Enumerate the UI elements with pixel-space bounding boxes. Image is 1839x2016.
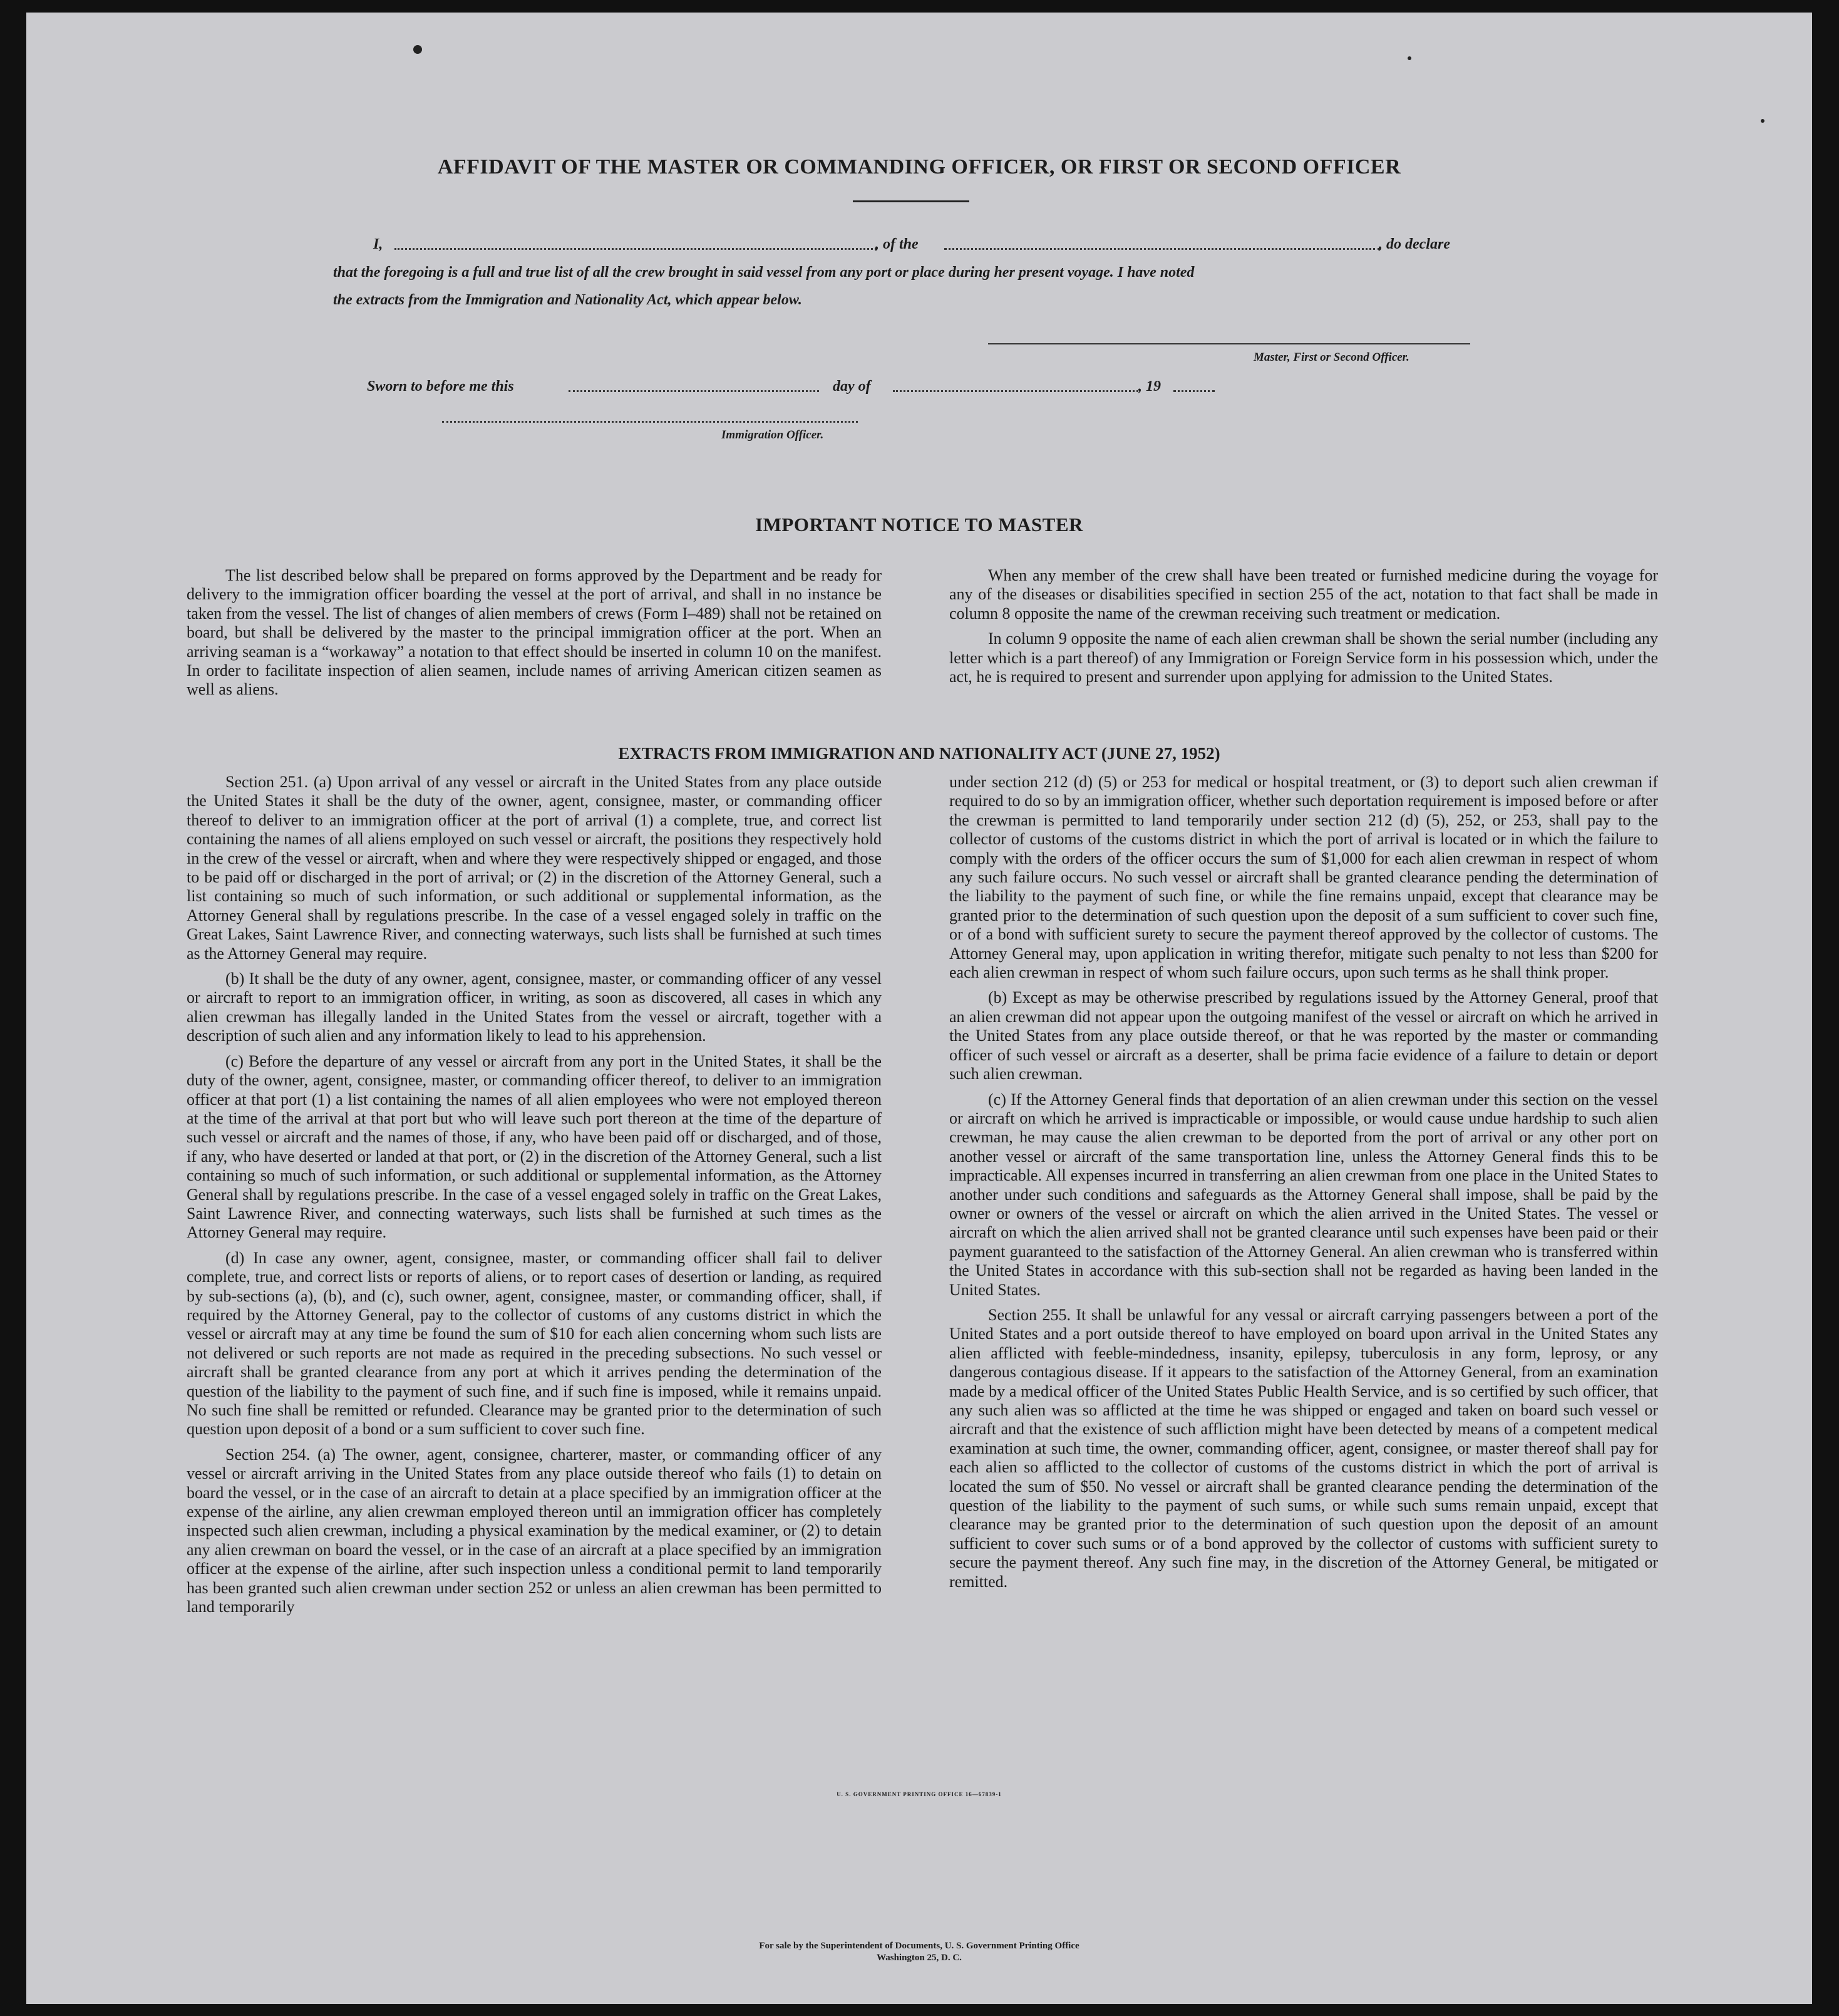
sworn-date-line[interactable] — [569, 390, 819, 392]
declare-label: , do declare — [1379, 236, 1450, 252]
gpo-imprint: U. S. GOVERNMENT PRINTING OFFICE 16—67839-1 — [837, 1791, 1002, 1797]
notice-left-paragraph: The list described below shall be prepared on forms approved by the Department and be ready for delivery to the immigration officer boarding the vessel at the port of arrival, and shall in no instance be taken from the vessel. The list of changes of alien members of crews (Form I–489) shall not be retained on board, but shall be delivered by the master to the principal immigration officer at the port. When an arriving seaman is a “workaway” a notation to that effect should be inserted in column 10 on the manifest. In order to facilitate inspection of alien seamen, include names of arriving American citizen seamen as well as aliens. — [187, 566, 882, 699]
sworn-prefix: Sworn to before me this — [367, 378, 514, 395]
title-rule — [853, 200, 969, 202]
scan-mark — [413, 45, 422, 54]
scan-mark — [1761, 119, 1764, 123]
immigration-officer-line[interactable] — [442, 421, 858, 423]
affidavit-title: AFFIDAVIT OF THE MASTER OR COMMANDING OFFICER, OR FIRST OR SECOND OFFICER — [437, 155, 1401, 178]
notice-right-column — [949, 566, 1658, 693]
extract-paragraph: (d) In case any owner, agent, consignee, master, or commanding officer shall fail to deliver complete, true, and correct lists or reports of aliens, or to report cases of desertion or landing, as required by sub-sections (a), (b), and (c), such owner, agent, consignee, master, or commanding officer, shall, if required by the Attorney General, pay to the collector of customs of any customs district in which the vessel or aircraft may at any time be found the sum of $10 for each alien concerning whom such lists are not delivered or such reports are not made as required in the preceding subsections. No such vessel or aircraft shall be granted clearance from any port at which it arrives pending the determination of the question of the liability to the payment of such fine, and if such fine is imposed, while it remains unpaid. No such fine shall be remitted or refunded. Clearance may be granted prior to the determination of such question upon deposit of a bond or a sum sufficient to cover such fine. — [187, 1248, 882, 1439]
declarant-name-line[interactable] — [394, 248, 877, 250]
extract-paragraph: (c) Before the departure of any vessel or aircraft from any port in the United States, it shall be the duty of the owner, agent, consignee, master, or commanding officer thereof, to deliver to an immigration officer at that port (1) a list containing the names of all alien employees who were not employed thereon at the time of the arrival at that port but who will leave such port thereon at the time of the departure of such vessel or aircraft and the names of those, if any, who have been paid off or discharged, and of those, if any, who have deserted or landed at that port, or (2) in the discretion of the Attorney General, such a list containing so much of such information, or such additional or supplemental information, as the Attorney General shall by regulations prescribe. In the case of a vessel engaged solely in traffic on the Great Lakes, Saint Lawrence River, and connecting waterways, such lists shall be furnished at such times as the Attorney General may require. — [187, 1052, 882, 1242]
sworn-day-of: day of — [833, 378, 871, 395]
extract-paragraph: Section 254. (a) The owner, agent, consignee, charterer, master, or commanding officer of any vessel or aircraft arriving in the United States from any place outside thereof who fails (1) to detain on board the vessel, or in the case of an aircraft to detain at a place specified by an immigration officer at the expense of the airline, any alien crewman employed thereon until an immigration officer has completely inspected such alien crewman, including a physical examination by the medical examiner, or (2) to detain any alien crewman on board the vessel, or in the case of an aircraft at a place specified by an immigration officer at the expense of the airline, after such inspection unless a conditional permit to land temporarily has been granted such alien crewman under section 252 or unless an alien crewman has been permitted to land temporarily — [187, 1445, 882, 1616]
extract-paragraph: Section 251. (a) Upon arrival of any vessel or aircraft in the United States from any place outside the United States it shall be the duty of the owner, agent, consignee, master, or commanding officer thereof to deliver to an immigration officer at the port of arrival (1) a complete, true, and correct list containing the names of all aliens employed on such vessel or aircraft, the positions they respectively hold in the crew of the vessel or aircraft, when and where they were respectively shipped or engaged, and those to be paid off or discharged in the port of arrival; or (2) in the discretion of the Attorney General, such a list containing so much of such information, or such additional or supplemental information, as the Attorney General shall by regulations prescribe. In the case of a vessel engaged solely in traffic on the Great Lakes, Saint Lawrence River, and connecting waterways, such lists shall be furnished at such times as the Attorney General may require. — [187, 773, 882, 963]
sworn-year-line[interactable] — [1173, 390, 1215, 392]
scan-mark — [1408, 56, 1411, 60]
extract-paragraph: (b) It shall be the duty of any owner, agent, consignee, master, or commanding officer of any vessel or aircraft to report to an immigration officer, in writing, as soon as discovered, all cases in which any alien crewman has illegally landed in the United States from the vessel or aircraft, together with a description of such alien and any information likely to lead to his apprehension. — [187, 969, 882, 1045]
extracts-left-column — [187, 773, 882, 1623]
footer-line-1: For sale by the Superintendent of Documents, U. S. Government Printing Office — [759, 1941, 1079, 1951]
affidavit-line-2: that the foregoing is a full and true list of all the crew brought in said vessel from any port or place during her present voyage. I have noted — [333, 264, 1195, 281]
extract-paragraph: (b) Except as may be otherwise prescribed by regulations issued by the Attorney General, proof that an alien crewman did not appear upon the outgoing manifest of the vessel or aircraft on which he arrived in the United States from any place outside thereof, or that he was reported by the master or commanding officer of such vessel or aircraft as a deserter, shall be prima facie evidence of a failure to detain or deport such alien crewman. — [949, 988, 1658, 1083]
extracts-right-column — [949, 773, 1658, 1598]
affidavit-line-3: the extracts from the Immigration and Nationality Act, which appear below. — [333, 292, 802, 308]
master-signature-label: Master, First or Second Officer. — [1254, 351, 1409, 364]
extract-paragraph: under section 212 (d) (5) or 253 for medical or hospital treatment, or (3) to deport such alien crewman if required to do so by an immigration officer, whether such deportation requirement is imposed before or after the crewman is permitted to land temporarily under section 212 (d) (5), 252, or 253, shall pay to the collector of customs of the customs district in which the port of arrival is located or in which the failure to comply with the orders of the officer occurs the sum of $1,000 for each alien crewman in respect of whom any such failure occurs. No such vessel or aircraft shall be granted clearance pending the determination of the liability to the payment of such fine, or while the fine remains unpaid, except that clearance may be granted prior to the determination of such question upon the deposit of a sum sufficient to cover such fine, or of a bond with sufficient surety to secure the payment thereof approved by the collector of customs. The Attorney General may, upon application in writing therefor, mitigate such penalty to not less than $200 for each alien crewman in respect of whom such failure occurs, upon such terms as he shall think proper. — [949, 773, 1658, 982]
notice-left-column — [187, 566, 882, 706]
extract-paragraph: Section 255. It shall be unlawful for any vessal or aircraft carrying passengers between a port of the United States and a port outside thereof to have employed on board upon arrival in the United States any alien afflicted with feeble-mindedness, insanity, epilepsy, tuberculosis in any form, leprosy, or any dangerous contagious disease. If it appears to the satisfaction of the Attorney General, from an examination made by a medical officer of the United States Public Health Service, and is so certified by such officer, that any such alien was so afflicted at the time he was shipped or engaged and taken on board such vessel or aircraft and that the existence of such affliction might have been detected by means of a competent medical examination at such time, the owner, commanding officer, agent, consignee, or master thereof shall pay for each alien so afflicted to the collector of customs of the customs district in which the port of arrival is located the sum of $50. No vessel or aircraft shall be granted clearance pending the determination of the question of the liability to the payment of such sums, or while such sums remain unpaid, except that clearance may be granted prior to the determination of such question upon the deposit of an amount sufficient to cover such sums or of a bond approved by the collector of customs with sufficient surety to secure the payment thereof. Any such fine may, in the discretion of the Attorney General, be mitigated or remitted. — [949, 1305, 1658, 1591]
extracts-title: EXTRACTS FROM IMMIGRATION AND NATIONALITY ACT (JUNE 27, 1952) — [618, 744, 1220, 763]
immigration-officer-label: Immigration Officer. — [721, 428, 824, 442]
sworn-year-label: , 19 — [1138, 378, 1161, 395]
master-signature-line[interactable] — [988, 343, 1470, 344]
notice-title: IMPORTANT NOTICE TO MASTER — [755, 514, 1083, 535]
notice-right-paragraph-1: When any member of the crew shall have been treated or furnished medicine during the voyage for any of the diseases or disabilities specified in section 255 of the act, notation to that fact shall be made in column 8 opposite the name of the crewman receiving such treatment or medication. — [949, 566, 1658, 623]
of-the-label: , of the — [875, 236, 919, 252]
footer — [26, 1940, 1812, 1964]
document-page — [26, 13, 1812, 2004]
declarant-prefix: I, — [373, 236, 383, 252]
sworn-month-line[interactable] — [893, 390, 1138, 392]
vessel-name-line[interactable] — [944, 248, 1380, 250]
footer-line-2: Washington 25, D. C. — [877, 1953, 962, 1963]
extract-paragraph: (c) If the Attorney General finds that deportation of an alien crewman under this section on the vessel or aircraft on which he arrived is impracticable or impossible, or would cause undue hardship to such alien crewman, he may cause the alien crewman to be deported from the port of arrival or any other port on another vessel or aircraft of the same transportation line, unless the Attorney General finds this to be impracticable. All expenses incurred in transferring an alien crewman from one place in the United States to another under such conditions and safeguards as the Attorney General shall impose, shall be paid by the owner or owners of the vessel or aircraft on which the alien arrived in the United States. The vessel or aircraft on which the alien arrived shall not be granted clearance until such expenses have been paid or their payment guaranteed to the satisfaction of the Attorney General. An alien crewman who is transferred within the United States in accordance with this sub-section shall not be regarded as having been landed in the United States. — [949, 1090, 1658, 1299]
notice-right-paragraph-2: In column 9 opposite the name of each alien crewman shall be shown the serial number (including any letter which is a part thereof) of any Immigration or Foreign Service form in his possession which, under the act, he is required to present and surrender upon applying for admission to the United States. — [949, 629, 1658, 686]
